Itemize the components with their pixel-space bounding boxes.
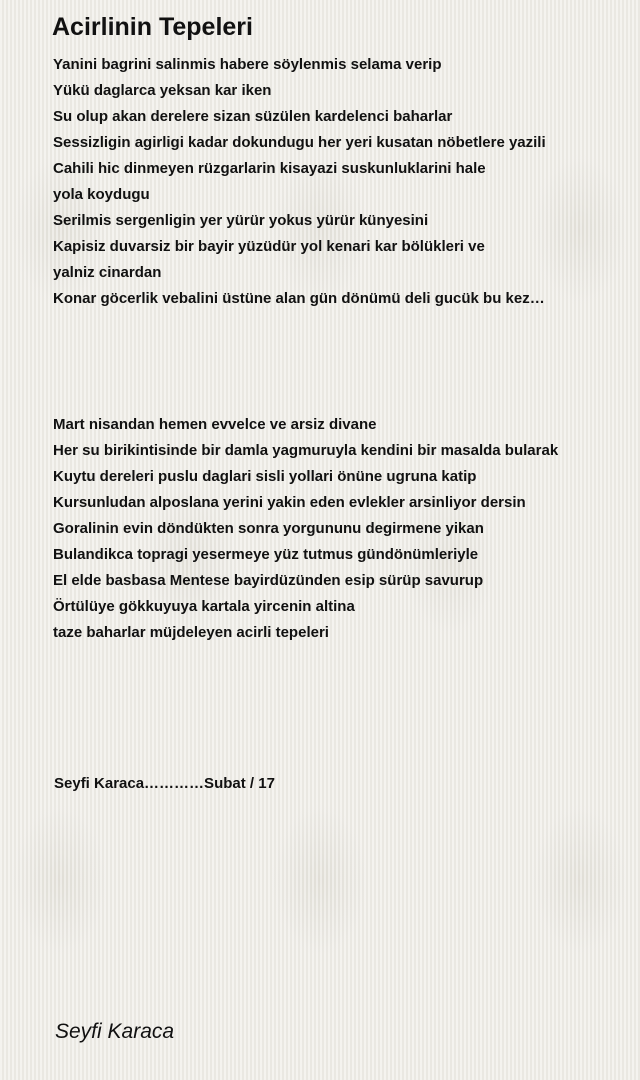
poem-line: Bulandikca topragi yesermeye yüz tutmus gündönümleriyle: [53, 546, 479, 563]
poem-line: Kursunludan alposlana yerini yakin eden evlekler arsinliyor dersin: [53, 494, 526, 511]
author-name: Seyfi Karaca: [55, 1020, 175, 1043]
poem-line: Cahili hic dinmeyen rüzgarlarin kisayazi suskunluklarini hale: [53, 160, 486, 177]
poem-line: Goralinin evin döndükten sonra yorgununu degirmene yikan: [53, 520, 484, 537]
poem-line: Su olup akan derelere sizan süzülen kardelenci baharlar: [53, 108, 453, 125]
poem-line: Mart nisandan hemen evvelce ve arsiz divane: [53, 416, 377, 433]
poem-line: Örtülüye gökkuyuya kartala yircenin altina: [53, 598, 355, 615]
poem-stanza-2: [53, 412, 558, 646]
poem-line: Serilmis sergenligin yer yürür yokus yürür künyesini: [53, 212, 429, 229]
poem-line: yola koydugu: [53, 186, 150, 203]
poem-line: Yanini bagrini salinmis habere söylenmis selama verip: [53, 56, 442, 73]
poem-stanza-1: [53, 52, 546, 312]
poem-line: Sessizligin agirligi kadar dokundugu her yeri kusatan nöbetlere yazili: [53, 134, 546, 151]
poem-line: yalniz cinardan: [53, 264, 162, 281]
poem-signature: Seyfi Karaca…………Subat / 17: [54, 775, 275, 792]
poem-line: Yükü daglarca yeksan kar iken: [53, 82, 272, 99]
poem-line: El elde basbasa Mentese bayirdüzünden esip sürüp savurup: [53, 572, 484, 589]
poem-line: Kuytu dereleri puslu daglari sisli yollari önüne ugruna katip: [53, 468, 477, 485]
poem-line: Kapisiz duvarsiz bir bayir yüzüdür yol kenari kar bölükleri ve: [53, 238, 485, 255]
poem-line: taze baharlar müjdeleyen acirli tepeleri: [53, 624, 329, 641]
poem-line: Her su birikintisinde bir damla yagmuruyla kendini bir masalda bularak: [53, 442, 559, 459]
poem-line: Konar göcerlik vebalini üstüne alan gün dönümü deli gucük bu kez…: [53, 290, 545, 307]
poem-title: Acirlinin Tepeleri: [52, 13, 253, 41]
